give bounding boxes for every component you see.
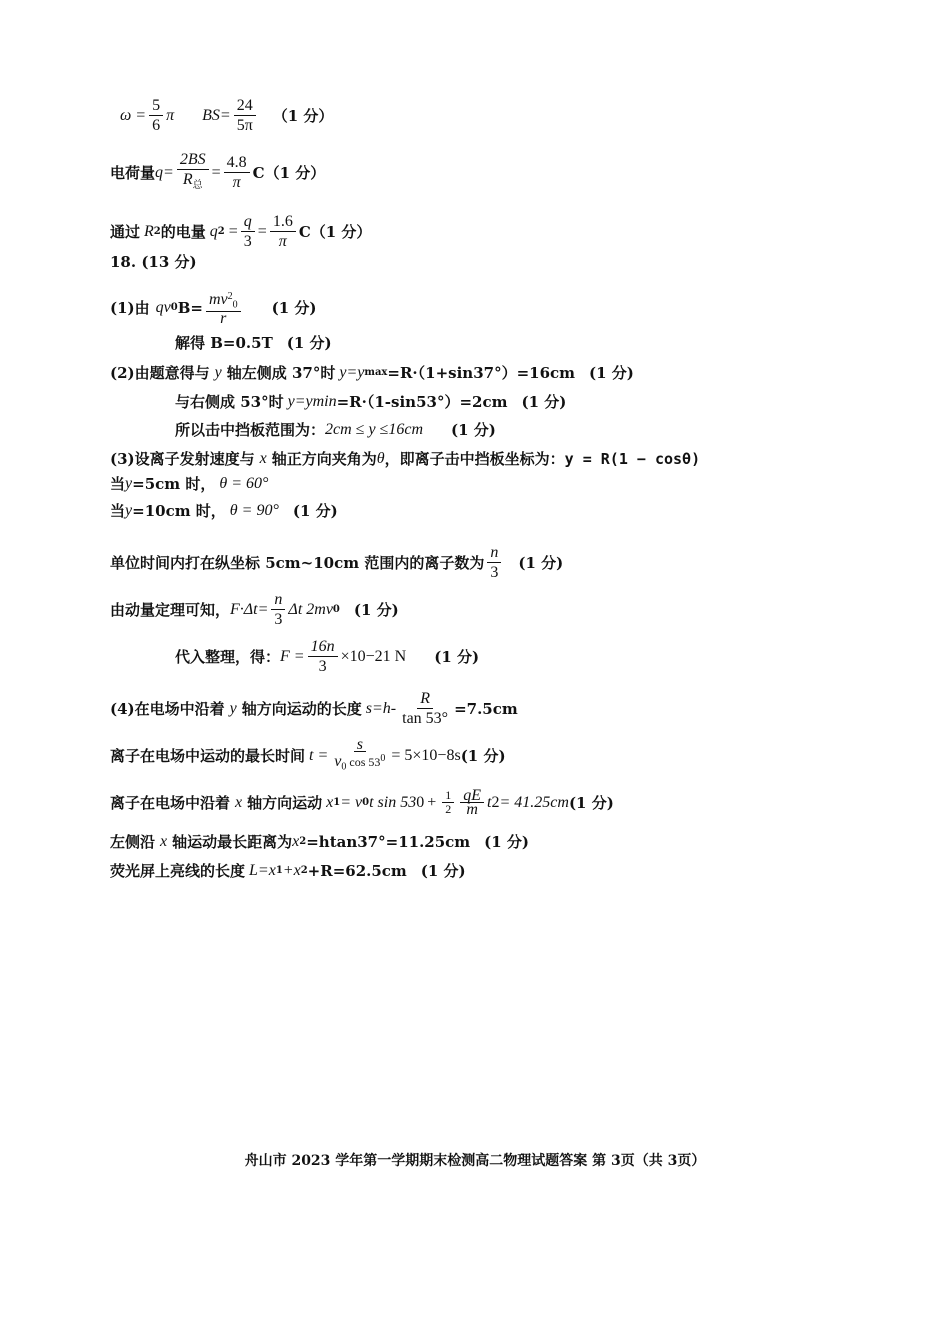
part-1-result: 解得 B=0.5T (1 分) — [175, 334, 332, 352]
part-2-range: 所以击中挡板范围为： 2cm ≤ y ≤16cm (1 分) — [175, 421, 496, 439]
part-4-length: (4)在电场中沿着 y 轴方向运动的长度 s=h- $\frac{R}{\tan 53^\circ}$ =7.5cm — [110, 690, 518, 727]
omega-line — [120, 96, 333, 135]
score: C（1 分） — [252, 163, 326, 182]
score: (1 分) — [353, 600, 399, 619]
part-4-left-distance: 左侧沿 x 轴运动最长距离为 x 2 =htan37°=11.25cm (1 分) — [110, 833, 530, 851]
part-4-x-motion: 离子在电场中沿着 x 轴方向运动 x 1 = v 0 t sin 53 0 + $\frac{1}{2}$ $\frac{qE}{m}$ t 2 = 41.25cm (1 分) — [110, 787, 614, 818]
score: （1 分） — [272, 106, 334, 125]
part-3-y5: 当 y =5cm 时， θ = 60° — [110, 475, 269, 493]
part-2-right: 与右侧成 53°时 y=y min =R·（1-sin53°）=2cm (1 分) — [175, 393, 567, 411]
charge-fraction: $\frac{2BS}{R_总}$ — [177, 150, 209, 195]
part-3-y10: 当 y =10cm 时， θ = 90° (1 分) — [110, 502, 338, 520]
part-3-momentum: 由动量定理可知， F·Δt= $\frac{n}{3}$ Δt 2mv 0 (1 分) — [110, 591, 399, 628]
score: (1 分) — [434, 647, 480, 666]
part-3-ion-count: 单位时间内打在纵坐标 5cm~10cm 范围内的离子数为 $\frac{n}{3}$ (1 分) — [110, 544, 564, 581]
pi-symbol: π — [166, 106, 175, 124]
part-2-left: (2)由题意得与 y 轴左侧成 37°时 y=y max =R·（1+sin37°）=16cm (1 分) — [110, 364, 634, 382]
score: (1 分) — [521, 393, 567, 411]
score: (1 分) — [568, 793, 614, 812]
page-footer: 舟山市 2023 学年第一学期期末检测高二物理试题答案 第 3页（共 3页） — [244, 1153, 706, 1169]
bs-label: BS= — [202, 106, 231, 124]
charge-line: 电荷量 q= $\frac{2BS}{R_总}$ = $\frac{4.8}{\pi}$ C（1 分） — [110, 150, 325, 195]
score: (1 分) — [292, 502, 338, 520]
score: (1 分) — [286, 334, 332, 352]
score: (1 分) — [451, 421, 496, 439]
part-3-force: 代入整理，得： F = $\frac{16n}{3}$ ×10 −21 N (1 分) — [175, 638, 480, 675]
r2-charge-line: 通过 R 2 的电量 q 2 = $\frac{q}{3}$ = $\frac{1.6}{\pi}$ C（1 分） — [110, 213, 372, 250]
score: (1 分) — [484, 833, 530, 851]
part-4-time: 离子在电场中运动的最长时间 t = $\frac{s}{v_0 \cos 53^0}$ = 5×10 −8 s (1 分) — [110, 736, 506, 773]
score: (1 分) — [271, 298, 317, 317]
charge-value-fraction: $\frac{4.8}{\pi}$ — [224, 153, 250, 192]
score: C（1 分） — [298, 222, 372, 241]
omega-fraction: $\frac{5}{6}$ — [149, 96, 163, 135]
bs-fraction: $\frac{24}{5\pi}$ — [234, 96, 256, 135]
part-4-screen-length: 荧光屏上亮线的长度 L=x 1 +x 2 +R=62.5cm (1 分) — [110, 862, 466, 880]
question-18-heading: 18. (13 分) — [110, 253, 197, 271]
part-3-setup: (3)设离子发射速度与 x 轴正方向夹角为 θ ，即离子击中挡板坐标为： y = R(1 − cosθ) — [110, 450, 701, 468]
score: (1 分) — [460, 746, 506, 765]
score: (1 分) — [518, 553, 564, 572]
score: (1 分) — [589, 364, 634, 382]
score: (1 分) — [420, 862, 466, 880]
part-1-equation: (1)由 qv 0 B= $\frac{mv^2_0}{r}$ (1 分) — [110, 291, 317, 328]
omega-label: ω = — [120, 106, 147, 124]
